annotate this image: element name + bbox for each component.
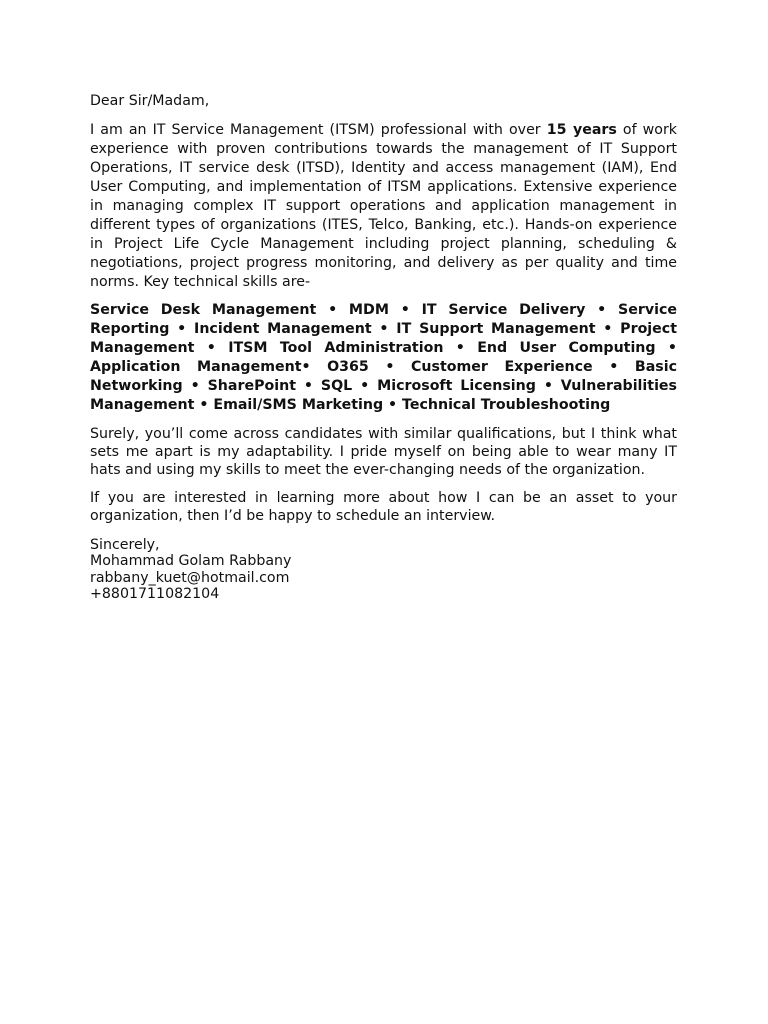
sender-phone: +8801711082104 bbox=[90, 586, 220, 603]
intro-text-start: I am an IT Service Management (ITSM) professional with over bbox=[90, 122, 547, 138]
skills-list: Service Desk Management • MDM • IT Service Delivery • Service Reporting • Incident Management • IT Support Management • Project Management • ITSM Tool Administration • End User Computing • Application Management• O365 • Customer Experience • Basic Networking • SharePoint • SQL • Microsoft Licensing • Vulnerabilities Management • Email/SMS Marketing • Technical Troubleshooting bbox=[90, 302, 677, 414]
experience-years: 15 years bbox=[546, 122, 617, 138]
closing-block bbox=[90, 537, 677, 603]
interview-paragraph: If you are interested in learning more about how I can be an asset to your organization, then I’d be happy to schedule an interview. bbox=[90, 489, 677, 524]
adaptability-paragraph: Surely, you’ll come across candidates with similar qualifications, but I think what sets me apart is my adaptability. I pride myself on being able to wear many IT hats and using my skills to meet the ever-changing needs of the organization. bbox=[90, 425, 677, 478]
intro-paragraph bbox=[90, 121, 677, 292]
salutation: Dear Sir/Madam, bbox=[90, 93, 210, 109]
signoff: Sincerely, bbox=[90, 536, 160, 553]
sender-email: rabbany_kuet@hotmail.com bbox=[90, 569, 290, 586]
sender-name: Mohammad Golam Rabbany bbox=[90, 553, 292, 570]
cover-letter bbox=[90, 92, 677, 603]
intro-text-end: of work experience with proven contributions towards the management of IT Support Operations, IT service desk (ITSD), Identity and access management (IAM), End User Computing, and implementation of ITSM applications. Extensive experience in managing complex IT support operations and application management in different types of organizations (ITES, Telco, Banking, etc.). Hands-on experience in Project Life Cycle Management including project planning, scheduling & negotiations, project progress monitoring, and delivery as per quality and time norms. Key technical skills are- bbox=[90, 122, 677, 290]
